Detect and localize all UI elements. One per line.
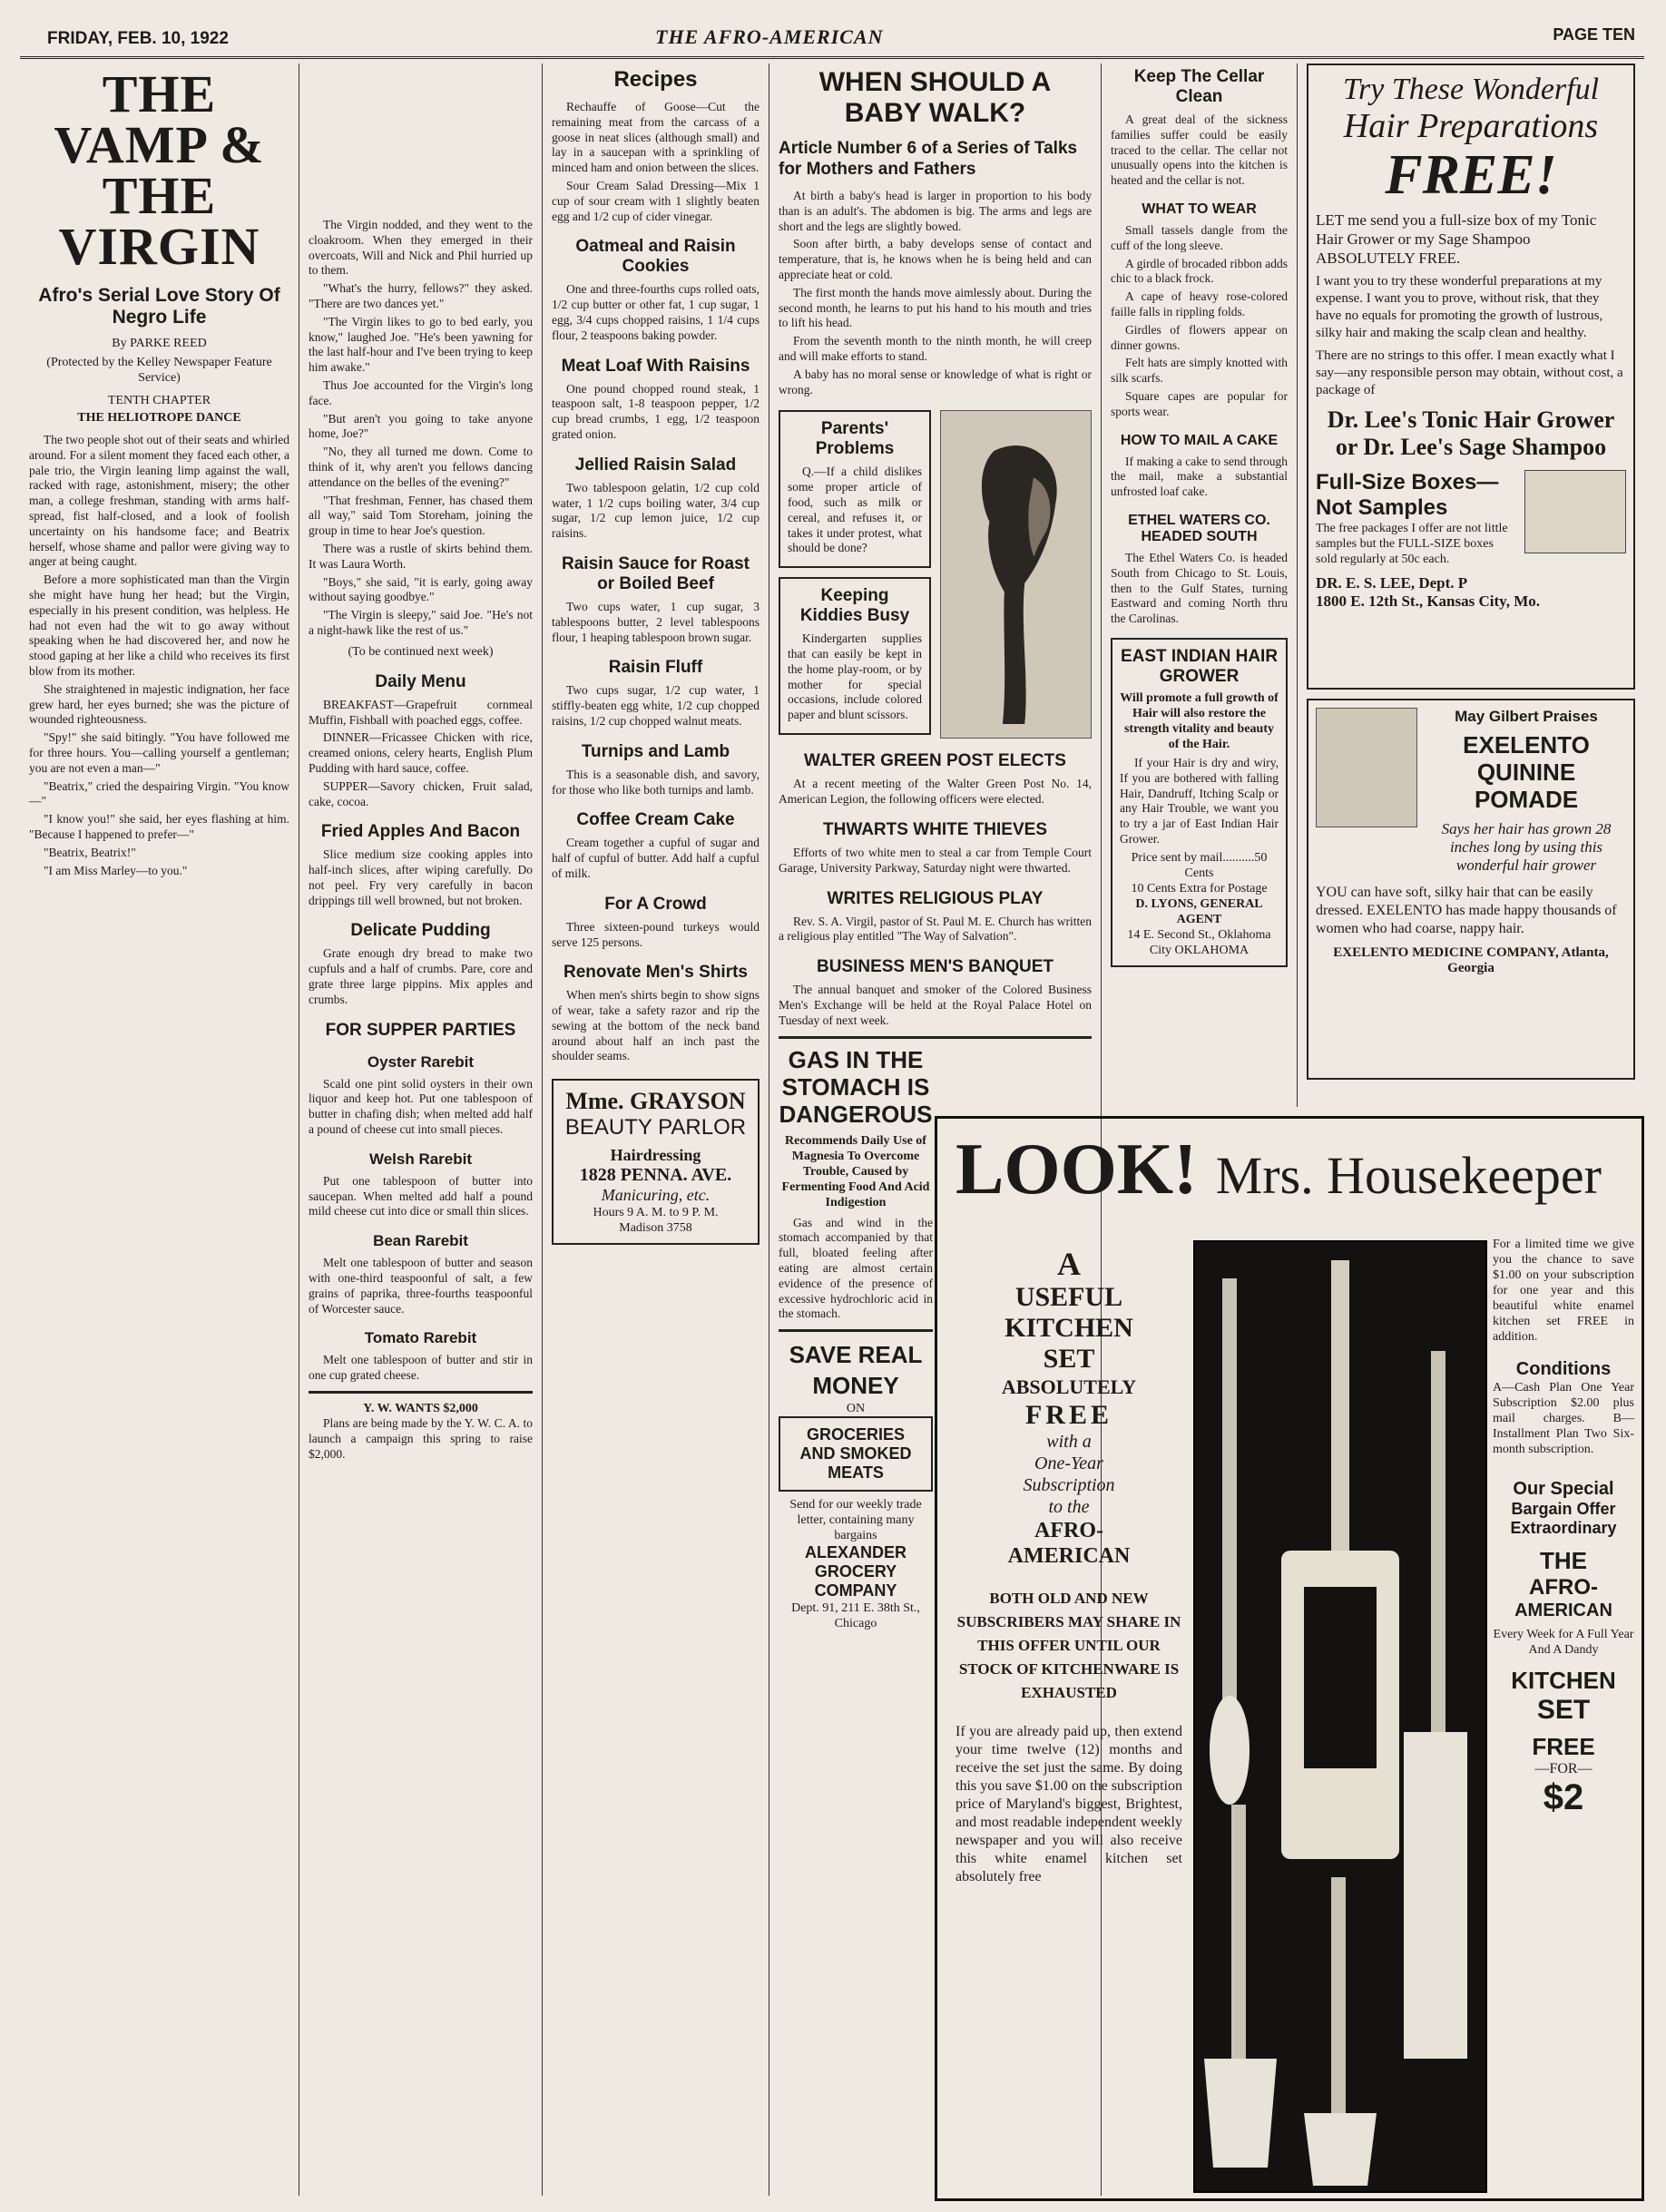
kiddies-title: Keeping Kiddies Busy xyxy=(799,586,910,626)
oatmeal-title: Oatmeal and Raisin Cookies xyxy=(575,237,736,277)
jellied-title: Jellied Raisin Salad xyxy=(574,455,737,475)
chapter-number: TENTH CHAPTER xyxy=(107,394,211,407)
kitchen-utensils-illustration xyxy=(1195,1242,1485,2191)
paragraph: "The Virgin is sleepy," said Joe. "He's not a night-hawk like the rest of us." xyxy=(309,608,533,637)
serial-protected: (Protected by the Kelley Newspaper Feature Service) xyxy=(46,356,272,385)
paragraph: Thus Joe accounted for the Virgin's long face. xyxy=(309,377,533,407)
paragraph: She straightened in majestic indignation, her face grew hard, her eyes burned; she was the picture of wounded righteousness. xyxy=(29,681,289,727)
dr-lee-ad xyxy=(1307,64,1635,690)
turnips-title: Turnips and Lamb xyxy=(581,741,730,761)
fried-apples-text: Slice medium size cooking apples into half-inch slices, after wiping carefully. Do not peel. Fry very carefully in bacon drippings till well browned, but not broken. xyxy=(309,847,533,907)
serial-continued-body xyxy=(309,218,533,639)
hair-grower-agent: D. LYONS, GENERAL AGENT xyxy=(1135,896,1263,926)
page-number: PAGE TEN xyxy=(1553,25,1635,44)
recipes-column xyxy=(543,64,769,2196)
crowd-text: Three sixteen-pound turkeys would serve 125 persons. xyxy=(552,919,760,949)
mail-cake-text: If making a cake to send through the mail, make a substantial unfrosted loaf cake. xyxy=(1111,454,1288,499)
pudding-text: Grate enough dry bread to make two cupfuls and a half of crumbs. Pare, core and grate three large pippins. Mix apples and crumbs. xyxy=(309,946,533,1006)
hair-grower-sub: Will promote a full growth of Hair will also restore the strength vitality and beauty of the Hair. xyxy=(1120,690,1279,751)
coffee-cake-text: Cream together a cupful of sugar and half of cupful of butter. Add half a cupful of milk. xyxy=(552,836,760,880)
offer-line: ABSOLUTELY xyxy=(1001,1375,1137,1398)
wear-item: Square capes are popular for sports wear. xyxy=(1111,388,1288,418)
gas-text: Gas and wind in the stomach accompanied by that full, bloated feeling after eating are almost certain evidence of the presence of excessive hydrochloric acid in the stomach. xyxy=(779,1215,933,1321)
bargain-line: Our Special xyxy=(1513,1479,1614,1499)
shirts-title: Renovate Men's Shirts xyxy=(563,963,749,983)
wear-item: Small tassels dangle from the cuff of the long sleeve. xyxy=(1111,222,1288,252)
supper-parties-title: FOR SUPPER PARTIES xyxy=(325,1020,516,1040)
kiddies-text: Kindergarten supplies that can easily be kept in the home play-room, or by mother for special occasions, include colored paper and blunt scissors. xyxy=(788,631,922,722)
paragraph: "Spy!" she said bitingly. "You have followed me for three hours. You—calling yourself a gentleman; you are not even a man—" xyxy=(29,730,289,775)
serial-continued-column xyxy=(299,64,543,2196)
hair-grower-postage: 10 Cents Extra for Postage xyxy=(1131,881,1268,896)
newspaper-page xyxy=(20,13,1644,2201)
wear-item: A girdle of brocaded ribbon adds chic to a black frock. xyxy=(1111,256,1288,286)
play-text: Rev. S. A. Virgil, pastor of St. Paul M. E. Church has written a religious play entitled "The Way of Salvation". xyxy=(779,914,1092,944)
paragraph: "That freshman, Fenner, has chased them all way," said Tom Storeham, joining the group in time to hear Joe's question. xyxy=(309,493,533,538)
banquet-title: BUSINESS MEN'S BANQUET xyxy=(816,957,1054,977)
bargain-line: AFRO- xyxy=(1529,1575,1598,1600)
offer-line: FREE xyxy=(1024,1400,1112,1430)
ads-column xyxy=(1298,64,1644,1107)
meatloaf-title: Meat Loaf With Raisins xyxy=(561,356,750,376)
save-on: ON xyxy=(846,1402,866,1416)
meatloaf-text: One pound chopped round steak, 1 teaspoon salt, 1-8 teaspoon pepper, 1/2 cup bread crumbs, 1 egg, 1/2 teaspoon grated onion. xyxy=(552,381,760,441)
wear-item: A cape of heavy rose-colored faille falls in rippling folds. xyxy=(1111,289,1288,318)
play-title: WRITES RELIGIOUS PLAY xyxy=(827,888,1044,908)
exelento-text: YOU can have soft, silky hair that can be easily dressed. EXELENTO has made happy thousands of women who had coarse, nappy hair. xyxy=(1316,885,1617,936)
paragraph: The first month the hands move aimlessly about. During the second month, he learns to put his hand to his mouth and tries to lift his head. xyxy=(779,285,1092,330)
ad-preparations: Hair Preparations xyxy=(1343,107,1599,145)
raisin-fluff-title: Raisin Fluff xyxy=(608,658,703,678)
raisin-fluff-text: Two cups sugar, 1/2 cup water, 1 stiffly-beaten egg white, 1/2 cup chopped raisins, 1/2 cup chopped walnut meats. xyxy=(552,683,760,728)
gas-subhead: Recommends Daily Use of Magnesia To Overcome Trouble, Caused by Fermenting Food And Acid Indigestion xyxy=(781,1133,930,1209)
welsh-text: Put one tablespoon of butter into saucepan. When melted add half a pound mild cheese cut into dice or small thin slices. xyxy=(309,1173,533,1219)
fried-apples-title: Fried Apples And Bacon xyxy=(320,822,521,842)
wear-title: WHAT TO WEAR xyxy=(1142,201,1257,217)
sour-cream-text: Sour Cream Salad Dressing—Mix 1 cup of sour cream with 1 slightly beaten egg and 1/2 cup of cider vinegar. xyxy=(552,178,760,223)
ad-service2: Manicuring, etc. xyxy=(601,1186,710,1205)
subscribers-note: BOTH OLD AND NEW SUBSCRIBERS MAY SHARE IN THIS OFFER UNTIL OUR STOCK OF KITCHENWARE IS EXHAUSTED xyxy=(956,1590,1181,1701)
daily-menu xyxy=(309,698,533,810)
offer-line: to the xyxy=(1048,1497,1090,1517)
grayson-ad xyxy=(552,1079,760,1245)
waters-title: ETHEL WATERS CO. HEADED SOUTH xyxy=(1128,512,1270,544)
paragraph: Before a more sophisticated man than the Virgin she might have hung her head; but the Virgin, especially in his present condition, was helpless. He had not even had the wit to go away without speaking when he had discovered her, and now he stood gaping at her like a child who receives its first blow from its mother. xyxy=(29,573,289,678)
continued-note: (To be continued next week) xyxy=(348,644,494,659)
bargain-line: $2 xyxy=(1543,1777,1584,1817)
shirts-text: When men's shirts begin to show signs of wear, take a safety razor and rip the sewing at the bottom of the neck band around about half an inch past the shoulder seams. xyxy=(552,988,760,1063)
exelento-name: EXELENTO QUININE POMADE xyxy=(1463,731,1590,813)
ad-signer: DR. E. S. LEE, Dept. P xyxy=(1316,574,1468,592)
parents-title: Parents' Problems xyxy=(815,419,895,459)
cellar-column xyxy=(1102,64,1298,1107)
exelento-quote: Says her hair has grown 28 inches long by using this wonderful hair grower xyxy=(1441,820,1612,874)
bargain-line: Every Week for A Full Year And A Dandy xyxy=(1493,1628,1634,1657)
save-money-headline: SAVE REAL MONEY xyxy=(789,1341,923,1400)
waters-text: The Ethel Waters Co. is headed South from Chicago to St. Louis, then to the Gulf States, turning Eastward and coming North thru the Carolinas. xyxy=(1111,550,1288,626)
hair-grower-text: If your Hair is dry and wiry, If you are bothered with falling Hair, Dandruff, Itching Scalp or any Hair Trouble, we want you to try a jar of East Indian Hair Grower. xyxy=(1120,755,1279,846)
bargain-line: Extraordinary xyxy=(1510,1519,1617,1537)
paragraph: "What's the hurry, fellows?" they asked. "There are two dances yet." xyxy=(309,281,533,310)
paragraph: The two people shot out of their seats and whirled around. For a silent moment they faced each other, a pale trio, the Virgin leaning limp against the wall, racked with rage, astonishment, misery; the other man, a college freshman, standing with arms half-spread, fist half-closed, and a look of foolish uncertainty on his handsome face; and Beatrix herself, whose shame and pallor were giving way to anger at being caught. xyxy=(29,433,289,569)
may-gilbert-photo xyxy=(1316,708,1417,827)
ad-signer-address: 1800 E. 12th St., Kansas City, Mo. xyxy=(1316,592,1540,610)
oatmeal-text: One and three-fourths cups rolled oats, 1/2 cup butter or other fat, 1 cup sugar, 1 egg, 3/4 cups chopped raisins, 1 1/4 cups flour, 2 teaspoons baking powder. xyxy=(552,282,760,342)
look-subtitle: Mrs. Housekeeper xyxy=(1215,1146,1602,1205)
ad-service: Hairdressing xyxy=(610,1146,701,1165)
turnips-text: This is a seasonable dish, and savory, for those who like both turnips and lamb. xyxy=(552,767,760,797)
paragraph: "I know you!" she said, her eyes flashing at him. "Because I happened to prefer—" xyxy=(29,812,289,841)
menu-item: BREAKFAST—Grapefruit cornmeal Muffin, Fishball with poached eggs, coffee. xyxy=(309,697,533,727)
woman-profile-illustration xyxy=(940,410,1092,739)
parents-problems-box xyxy=(779,410,931,568)
paragraph: The Virgin nodded, and they went to the cloakroom. When they emerged in their overcoats, Will and Nick and Phil hurried up to them. xyxy=(309,218,533,278)
paragraph: From the seventh month to the ninth month, he will creep and will make efforts to stand. xyxy=(779,334,1092,363)
post-elects-title: WALTER GREEN POST ELECTS xyxy=(804,751,1066,771)
wear-item: Girdles of flowers appear on dinner gowns. xyxy=(1111,322,1288,352)
conditions-title: Conditions xyxy=(1515,1359,1612,1379)
hair-grower-title: EAST INDIAN HAIR GROWER xyxy=(1120,646,1279,686)
exelento-ad xyxy=(1307,699,1635,1080)
hair-grower-price: Price sent by mail..........50 Cents xyxy=(1131,850,1268,880)
baby-headline: WHEN SHOULD A BABY WALK? xyxy=(818,67,1052,128)
offer-line: SET xyxy=(1043,1344,1095,1374)
serial-body xyxy=(29,433,289,878)
look-word: LOOK! xyxy=(956,1130,1198,1209)
grocery-company: ALEXANDER GROCERY COMPANY xyxy=(804,1543,906,1600)
exelento-praises: May Gilbert Praises xyxy=(1455,708,1598,725)
pudding-title: Delicate Pudding xyxy=(350,921,491,941)
ad-product: Dr. Lee's Tonic Hair Grower or Dr. Lee's Sage Shampoo xyxy=(1327,406,1615,460)
gas-headline: GAS IN THE STOMACH IS DANGEROUS xyxy=(779,1045,933,1128)
rechauffe-text: Rechauffe of Goose—Cut the remaining meat from the carcass of a goose in neat slices (although small) and lay in a saucepan with a sprinkling of minced ham and onion between the slices. xyxy=(552,100,760,175)
ad-address: 1828 PENNA. AVE. xyxy=(579,1165,732,1186)
tomato-title: Tomato Rarebit xyxy=(364,1329,477,1347)
offer-line: AFRO- xyxy=(1034,1519,1103,1542)
offer-line: USEFUL xyxy=(1014,1282,1123,1312)
ad-name: Mme. GRAYSON xyxy=(565,1088,746,1115)
mail-cake-title: HOW TO MAIL A CAKE xyxy=(1120,432,1279,448)
recipes-title: Recipes xyxy=(613,67,698,92)
ad-text: I want you to try these wonderful preparations at my expense. I want you to prove, without risk, that they have no equals for promoting the growth of lustrous, silky hair and making the scalp clean and healthy. xyxy=(1316,274,1603,340)
paragraph: "The Virgin likes to go to bed early, you know," laughed Joe. "He's been yawning for the last half-hour and I've been trying to keep him awake." xyxy=(309,314,533,375)
bargain-line: THE xyxy=(1540,1547,1587,1574)
bargain-offer-text xyxy=(1493,1237,1634,1818)
thieves-title: THWARTS WHITE THIEVES xyxy=(823,819,1047,839)
offer-line: Subscription xyxy=(1023,1475,1115,1495)
raisin-sauce-text: Two cups water, 1 cup sugar, 3 tablespoons butter, 2 level tablespoons flour, 1 heaping tablespoon brown sugar. xyxy=(552,599,760,644)
oyster-title: Oyster Rarebit xyxy=(367,1052,475,1071)
bean-title: Bean Rarebit xyxy=(373,1232,468,1250)
offer-line: AMERICAN xyxy=(1007,1544,1131,1568)
offer-line: KITCHEN xyxy=(1004,1313,1133,1343)
crowd-title: For A Crowd xyxy=(604,894,707,914)
ad-free: FREE! xyxy=(1385,144,1557,206)
serial-subtitle: Afro's Serial Love Story Of Negro Life xyxy=(38,285,280,328)
chapter-title: THE HELIOTROPE DANCE xyxy=(77,411,241,425)
offer-line: with a xyxy=(1046,1432,1092,1452)
cellar-text: A great deal of the sickness families suffer could be easily traced to the cellar. The cellar not unusually opens into the kitchen is heated and the cellar is not. xyxy=(1111,113,1288,188)
kitchen-set-photo xyxy=(1193,1240,1487,2193)
paid-up-note: If you are already paid up, then extend your time twelve (12) months and receive the set just the same. By doing this you save $1.00 on the subscription price of Maryland's biggest, Brightest, and most readable independent weekly newspaper and you will also receive this white enamel kitchen set absolutely free xyxy=(956,1724,1182,1884)
exelento-company: EXELENTO MEDICINE COMPANY, Atlanta, Georgia xyxy=(1333,945,1609,975)
bargain-line: —FOR— xyxy=(1534,1761,1592,1776)
ad-boxes: Full-Size Boxes— Not Samples xyxy=(1316,470,1499,520)
post-elects-text: At a recent meeting of the Walter Green Post No. 14, American Legion, the following officers were elected. xyxy=(779,777,1092,807)
ad-strings: There are no strings to this offer. I mean exactly what I say—any responsible person may obtain, without cost, a package of xyxy=(1316,348,1623,397)
ad-phone: Madison 3758 xyxy=(619,1221,692,1236)
menu-item: SUPPER—Savory chicken, Fruit salad, cake, cocoa. xyxy=(309,778,533,808)
ad-try: Try These Wonderful xyxy=(1342,73,1600,106)
kitchen-offer-text xyxy=(956,1246,1182,1886)
wear-item: Felt hats are simply knotted with silk scarfs. xyxy=(1111,356,1288,386)
limited-time-text: For a limited time we give you the chance to save $1.00 on your subscription for one year and this beautiful white enamel kitchen set FREE in addition. xyxy=(1493,1238,1634,1344)
oyster-text: Scald one pint solid oysters in their own liquor and keep hot. Put one tablespoon of butter in chafing dish; when melted add half a pound of cheese cut into small pieces. xyxy=(309,1076,533,1137)
paper-title: THE AFRO-AMERICAN xyxy=(655,25,884,48)
bargain-line: AMERICAN xyxy=(1514,1600,1612,1620)
paragraph: "Beatrix," cried the despairing Virgin. "You know—" xyxy=(29,778,289,808)
raisin-sauce-title: Raisin Sauce for Roast or Boiled Beef xyxy=(562,553,750,593)
masthead xyxy=(20,13,1644,59)
bargain-line: FREE xyxy=(1532,1733,1595,1760)
conditions-text: A—Cash Plan One Year Subscription $2.00 plus mail charges. B—Installment Plan Two Six-month subscription. xyxy=(1493,1381,1634,1456)
paragraph: At birth a baby's head is larger in proportion to his body than is an adult's. The abdomen is big. The arms and legs are short and the legs are slightly bowed. xyxy=(779,189,1092,233)
kitchen-set-ad xyxy=(935,1116,1644,2201)
look-title xyxy=(956,1131,1602,1214)
parents-text: Q.—If a child dislikes some proper article of food, such as milk or cereal, and refuses it, or takes it under protest, what should be done? xyxy=(788,465,922,555)
daily-menu-title: Daily Menu xyxy=(375,671,466,691)
baby-subhead: Article Number 6 of a Series of Talks for Mothers and Fathers xyxy=(779,139,1078,179)
thieves-text: Efforts of two white men to steal a car from Temple Court Garage, University Parkway, Saturday night were thwarted. xyxy=(779,845,1092,875)
product-boxes-image xyxy=(1524,470,1626,553)
banquet-text: The annual banquet and smoker of the Colored Business Men's Exchange will be held at the Royal Palace Hotel on Tuesday of next week. xyxy=(779,983,1092,1027)
paragraph: "No, they all turned me down. Come to think of it, why aren't you fellows dancing attendance on the belles of the evening?" xyxy=(309,445,533,489)
welsh-title: Welsh Rarebit xyxy=(368,1150,473,1168)
hair-grower-ad xyxy=(1111,638,1288,967)
kiddies-box xyxy=(779,577,931,735)
ad-hours: Hours 9 A. M. to 9 P. M. xyxy=(593,1206,719,1220)
paragraph: "But aren't you going to take anyone home, Joe?" xyxy=(309,411,533,441)
ad-boxes-text: The free packages I offer are not little samples but the FULL-SIZE boxes sold regularly at 50c each. xyxy=(1316,522,1508,566)
groceries-box: GROCERIES AND SMOKED MEATS xyxy=(779,1416,933,1492)
tomato-text: Melt one tablespoon of butter and stir in one cup grated cheese. xyxy=(309,1353,533,1383)
profile-drawing xyxy=(941,411,1091,738)
jellied-text: Two tablespoon gelatin, 1/2 cup cold water, 1 1/2 cups boiling water, 3/4 cup sugar, 1/2 cup lemon juice, 1/2 cup raisins. xyxy=(552,480,760,541)
cellar-title: Keep The Cellar Clean xyxy=(1133,67,1265,106)
save-text: Send for our weekly trade letter, containing many bargains xyxy=(789,1498,922,1543)
paragraph: "Beatrix, Beatrix!" xyxy=(44,845,136,859)
bargain-line: KITCHEN xyxy=(1511,1667,1616,1694)
bargain-line: SET xyxy=(1536,1695,1591,1725)
offer-line: A xyxy=(1057,1246,1081,1282)
serial-headline: THE VAMP & THE VIRGIN xyxy=(54,64,265,276)
issue-date: FRIDAY, FEB. 10, 1922 xyxy=(47,29,229,48)
paragraph: "I am Miss Marley—to you." xyxy=(44,863,188,877)
menu-item: DINNER—Fricassee Chicken with rice, creamed onions, celery hearts, English Plum Pudding with hard sauce, coffee. xyxy=(309,730,533,775)
serial-column xyxy=(20,64,299,2196)
ywca-title: Y. W. WANTS $2,000 xyxy=(363,1402,478,1416)
bargain-line: Bargain Offer xyxy=(1511,1500,1616,1518)
ad-intro: LET me send you a full-size box of my Tonic Hair Grower or my Sage Shampoo ABSOLUTELY FREE. xyxy=(1316,211,1597,267)
ad-business: BEAUTY PARLOR xyxy=(564,1115,747,1140)
ywca-text: Plans are being made by the Y. W. C. A. to launch a campaign this spring to raise $2,000. xyxy=(309,1416,533,1461)
paragraph: "Boys," she said, "it is early, going away without saying goodbye." xyxy=(309,574,533,604)
coffee-cake-title: Coffee Cream Cake xyxy=(576,810,735,830)
bean-text: Melt one tablespoon of butter and season with one-third teaspoonful of salt, a few grains of paprika, three-fourths teaspoonful of Worcester sauce. xyxy=(309,1256,533,1316)
paragraph: Soon after birth, a baby develops sense of contact and temperature, that is, he knows when he is being held and can appreciate heat or cold. xyxy=(779,237,1092,281)
serial-byline: By PARKE REED xyxy=(112,337,207,350)
grocery-address: Dept. 91, 211 E. 38th St., Chicago xyxy=(791,1601,920,1631)
hair-grower-address: 14 E. Second St., Oklahoma City OKLAHOMA xyxy=(1127,927,1271,957)
paragraph: There was a rustle of skirts behind them. It was Laura Worth. xyxy=(309,541,533,571)
paragraph: A baby has no moral sense or knowledge of what is right or wrong. xyxy=(779,367,1092,396)
offer-line: One-Year xyxy=(1034,1453,1103,1473)
